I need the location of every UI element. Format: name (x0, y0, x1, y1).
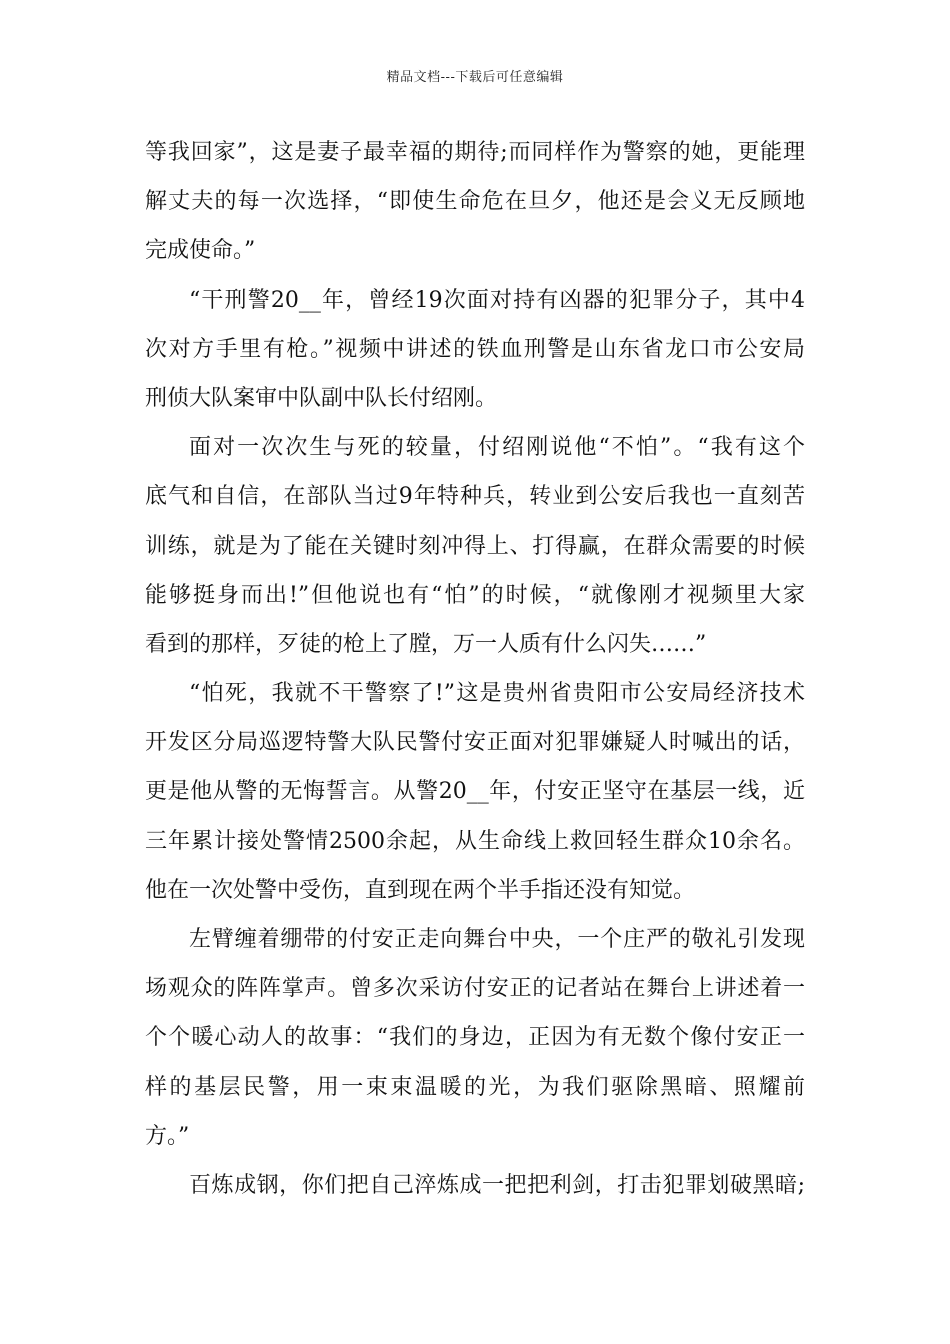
text-line: 开发区分局巡逻特警大队民警付安正面对犯罪嫌疑人时喊出的话， (145, 730, 805, 756)
page-header: 精品文档---下载后可任意编辑 (386, 70, 564, 85)
text-line: 样的基层民警，用一束束温暖的光，为我们驱除黑暗、照耀前 (145, 1074, 805, 1100)
text-line: 等我回家”，这是妻子最幸福的期待;而同样作为警察的她，更能理 (145, 140, 805, 165)
text-line: 底气和自信，在部队当过9年特种兵，转业到公安后我也一直刻苦 (145, 484, 805, 510)
text-line: 更是他从警的无悔誓言。从警20__年，付安正坚守在基层一线，近 (145, 779, 805, 805)
text-line: 完成使命。” (145, 238, 256, 264)
text-line: 看到的那样，歹徒的枪上了膛，万一人质有什么闪失……” (145, 631, 707, 657)
text-line: 个个暖心动人的故事：“我们的身边，正因为有无数个像付安正一 (145, 1025, 805, 1051)
body-text (145, 128, 805, 1210)
text-line: 能够挺身而出!”但他说也有“怕”的时候，“就像刚才视频里大家 (145, 582, 805, 608)
text-line: 次对方手里有枪。”视频中讲述的铁血刑警是山东省龙口市公安局 (145, 336, 805, 362)
text-line: 场观众的阵阵掌声。曾多次采访付安正的记者站在舞台上讲述着一 (145, 976, 805, 1002)
text-line: 三年累计接处警情2500余起，从生命线上救回轻生群众10余名。 (145, 828, 805, 854)
text-line: 方。” (145, 1123, 190, 1149)
text-line: 面对一次次生与死的较量，付绍刚说他“不怕”。“我有这个 (189, 435, 805, 461)
text-line: 百炼成钢，你们把自己淬炼成一把把利剑，打击犯罪划破黑暗; (189, 1172, 805, 1198)
text-line: “干刑警20__年，曾经19次面对持有凶器的犯罪分子，其中4 (189, 287, 805, 313)
text-line: 训练，就是为了能在关键时刻冲得上、打得赢，在群众需要的时候 (145, 533, 805, 559)
text-line: 左臂缠着绷带的付安正走向舞台中央，一个庄严的敬礼引发现 (189, 927, 805, 952)
text-line: “怕死，我就不干警察了!”这是贵州省贵阳市公安局经济技术 (189, 681, 805, 707)
text-line: 刑侦大队案审中队副中队长付绍刚。 (145, 385, 498, 411)
text-line: 解丈夫的每一次选择，“即使生命危在旦夕，他还是会义无反顾地 (145, 189, 805, 215)
text-line: 他在一次处警中受伤，直到现在两个半手指还没有知觉。 (145, 877, 696, 903)
